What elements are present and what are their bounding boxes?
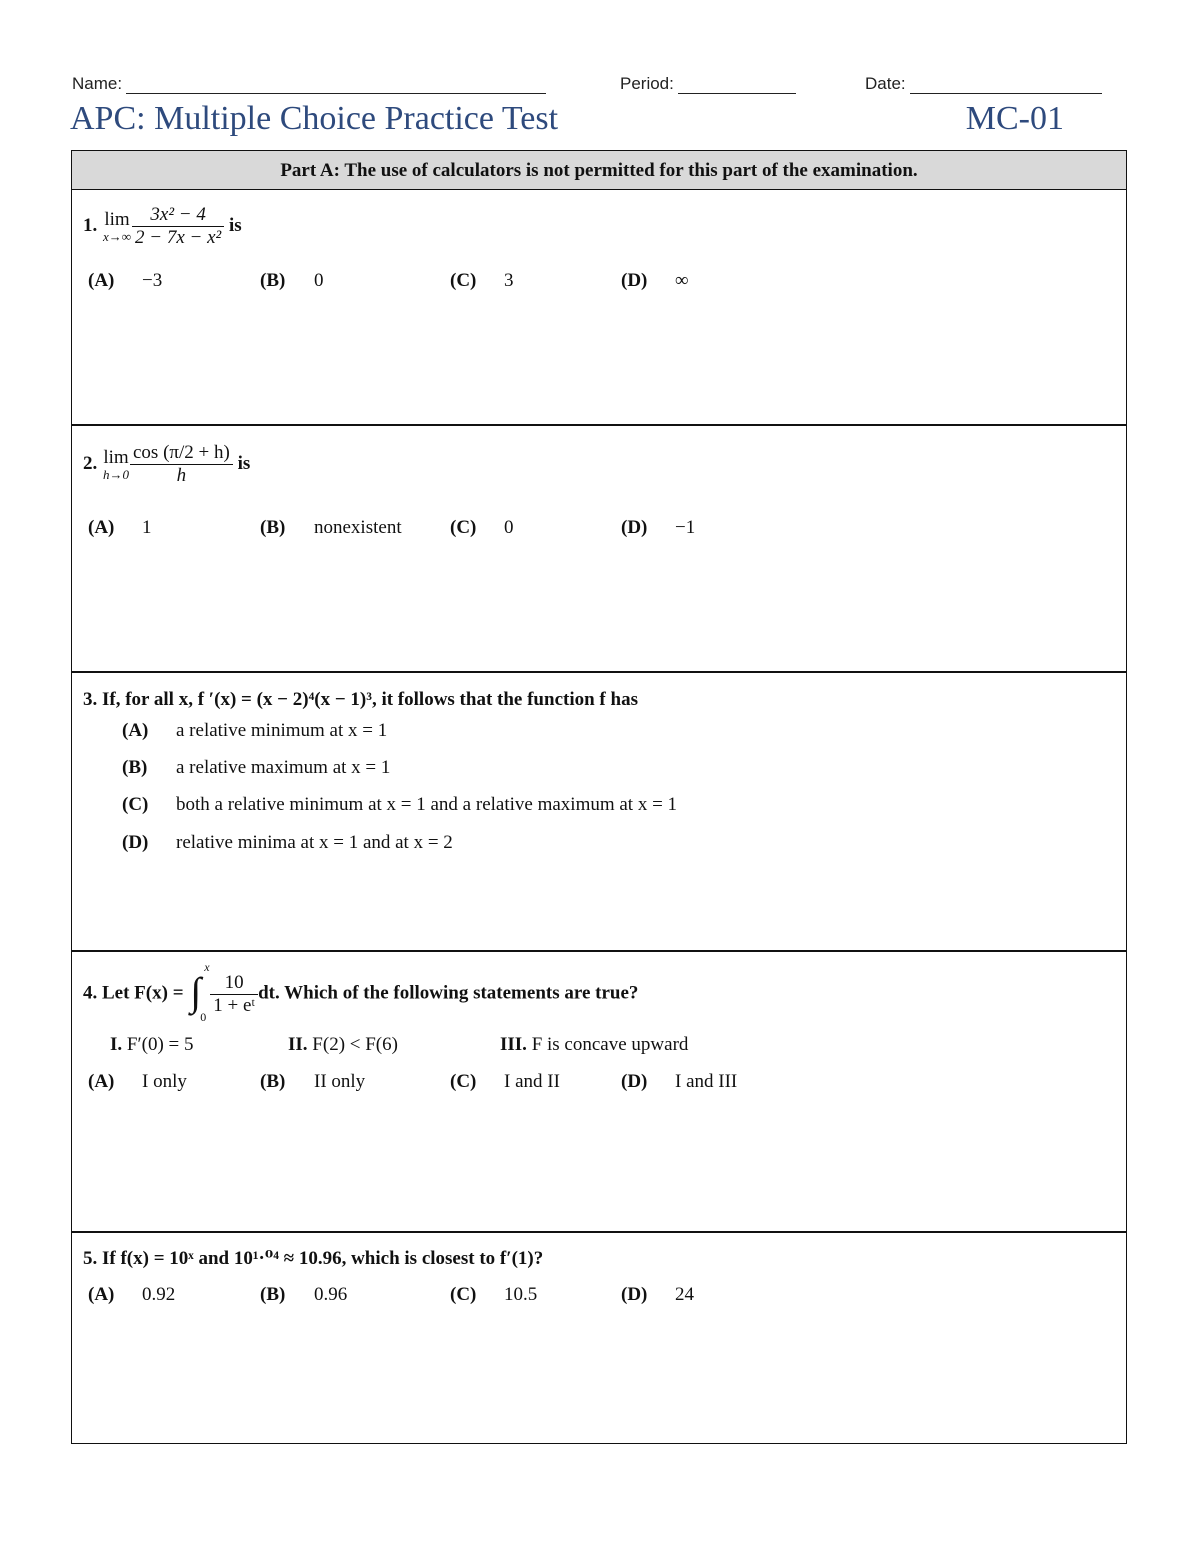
period-blank-line[interactable] (678, 77, 796, 94)
statement-label: III. (500, 1034, 527, 1055)
choice-text: I and III (675, 1071, 738, 1092)
choice-label: (A) (88, 270, 115, 291)
choice-text: 1 (142, 517, 152, 538)
question-5 (72, 1233, 1126, 1444)
choice-c[interactable] (450, 270, 514, 292)
integral-lower-limit: 0 (200, 1010, 207, 1024)
choice-c[interactable] (450, 517, 514, 539)
choice-text: ∞ (675, 270, 689, 291)
name-blank-line[interactable] (126, 77, 546, 94)
question-text-prefix: Let F(x) = (102, 982, 184, 1004)
statement-label: I. (110, 1034, 123, 1055)
choice-label: (A) (122, 720, 149, 741)
choice-text: both a relative minimum at x = 1 and a relative maximum at x = 1 (176, 794, 678, 815)
question-number: 3. (83, 689, 98, 710)
integral-sign (188, 960, 210, 1024)
period-field (620, 74, 796, 94)
question-text: If f(x) = 10ˣ and 10¹·⁰⁴ ≈ 10.96, which is closest to f′(1)? (102, 1248, 544, 1269)
question-number: 5. (83, 1248, 98, 1269)
choice-text: −3 (142, 270, 163, 291)
question-2 (72, 426, 1126, 673)
choice-label: (C) (122, 794, 149, 815)
date-field (865, 74, 1102, 94)
choice-d[interactable] (621, 1071, 737, 1093)
fraction-numerator: cos (π/2 + h) (133, 442, 230, 463)
fraction (132, 204, 224, 249)
fraction-denominator: h (130, 464, 233, 487)
choice-label: (A) (88, 1284, 115, 1305)
question-1-choices (88, 270, 1088, 296)
choice-text: 0.96 (314, 1284, 348, 1305)
question-suffix: is (237, 452, 251, 474)
question-number: 4. (83, 982, 98, 1004)
choice-text: II only (314, 1071, 366, 1092)
question-1 (72, 190, 1126, 426)
date-blank-line[interactable] (910, 77, 1102, 94)
statement-text: F′(0) = 5 (126, 1034, 194, 1055)
choice-text: 0 (504, 517, 514, 538)
choice-label: (B) (122, 757, 148, 778)
choice-label: (C) (450, 1071, 477, 1092)
fraction-denominator: 2 − 7x − x² (132, 226, 224, 249)
statement-i (110, 1034, 194, 1056)
choice-d[interactable] (621, 270, 689, 292)
choice-label: (C) (450, 1284, 477, 1305)
choice-text: −1 (675, 517, 696, 538)
limit-operator (103, 448, 129, 482)
choice-text: I only (142, 1071, 187, 1092)
choice-text: 0.92 (142, 1284, 176, 1305)
fraction (210, 972, 258, 1017)
choice-text: 10.5 (504, 1284, 538, 1305)
choice-label: (A) (88, 1071, 115, 1092)
choice-a[interactable] (88, 517, 152, 539)
question-4-choices (88, 1071, 1088, 1097)
question-5-choices (88, 1284, 1088, 1310)
lim-word: lim (104, 208, 130, 230)
fraction-numerator: 10 (224, 971, 244, 993)
choice-text: 3 (504, 270, 514, 291)
question-2-stem (83, 442, 250, 487)
choice-text: 24 (675, 1284, 694, 1305)
lim-word: lim (103, 446, 129, 468)
question-4 (72, 952, 1126, 1233)
choice-label: (C) (450, 270, 477, 291)
date-label: Date: (865, 74, 906, 93)
part-a-banner: Part A: The use of calculators is not permitted for this part of the examination. (72, 151, 1126, 190)
name-field (72, 74, 546, 94)
name-label: Name: (72, 74, 123, 93)
choice-text: 0 (314, 270, 324, 291)
period-label: Period: (620, 74, 674, 93)
choice-c[interactable] (122, 794, 677, 816)
choice-label: (D) (621, 517, 648, 538)
choice-c[interactable] (450, 1071, 560, 1093)
lim-subscript: x→∞ (103, 228, 132, 244)
choice-b[interactable] (122, 757, 390, 779)
header-fields (72, 74, 1112, 100)
choice-label: (D) (621, 1284, 648, 1305)
choice-label: (D) (621, 270, 648, 291)
question-suffix: is (229, 214, 242, 236)
choice-c[interactable] (450, 1284, 537, 1306)
question-text: If, for all x, f ′(x) = (x − 2)⁴(x − 1)³, it follows that the function f has (102, 689, 638, 710)
choice-a[interactable] (122, 720, 387, 742)
choice-d[interactable] (621, 517, 695, 539)
question-1-stem (83, 204, 242, 249)
question-number: 2. (83, 452, 98, 474)
choice-label: (B) (260, 1071, 286, 1092)
integral-symbol: ∫ (190, 969, 202, 1014)
choice-label: (B) (260, 517, 286, 538)
choice-label: (A) (88, 517, 115, 538)
choice-b[interactable] (260, 517, 402, 539)
choice-d[interactable] (122, 832, 453, 854)
test-code: MC-01 (965, 100, 1064, 137)
choice-text: relative minima at x = 1 and at x = 2 (176, 832, 453, 853)
statement-iii (500, 1034, 688, 1056)
question-3 (72, 673, 1126, 952)
choice-label: (D) (621, 1071, 648, 1092)
fraction-denominator: 1 + eᵗ (210, 994, 258, 1017)
choice-a[interactable] (88, 270, 162, 292)
limit-operator (103, 210, 131, 244)
choice-text: a relative minimum at x = 1 (176, 720, 388, 741)
question-number: 1. (83, 214, 98, 236)
question-text-suffix: dt. Which of the following statements are true? (258, 982, 639, 1004)
choice-b[interactable] (260, 1284, 347, 1306)
question-4-stem (83, 960, 639, 1024)
choice-a[interactable] (88, 1284, 175, 1306)
choice-label: (C) (450, 517, 477, 538)
statement-text: F is concave upward (531, 1034, 689, 1055)
choice-text: I and II (504, 1071, 560, 1092)
test-box (71, 150, 1127, 1444)
fraction (130, 442, 233, 487)
question-2-choices (88, 517, 1088, 543)
question-3-stem (83, 689, 638, 711)
choice-d[interactable] (621, 1284, 694, 1306)
choice-b[interactable] (260, 270, 324, 292)
choice-label: (B) (260, 270, 286, 291)
choice-text: a relative maximum at x = 1 (176, 757, 391, 778)
choice-label: (B) (260, 1284, 286, 1305)
integral-upper-limit: x (204, 960, 210, 974)
choice-text: nonexistent (314, 517, 402, 538)
choice-label: (D) (122, 832, 149, 853)
question-5-stem (83, 1247, 543, 1270)
statement-label: II. (288, 1034, 308, 1055)
lim-subscript: h→0 (103, 466, 129, 482)
fraction-numerator: 3x² − 4 (150, 204, 206, 225)
statement-text: F(2) < F(6) (312, 1034, 398, 1055)
choice-b[interactable] (260, 1071, 365, 1093)
choice-a[interactable] (88, 1071, 187, 1093)
question-4-statements (110, 1034, 1010, 1060)
page-title: APC: Multiple Choice Practice Test (70, 100, 559, 137)
statement-ii (288, 1034, 398, 1056)
